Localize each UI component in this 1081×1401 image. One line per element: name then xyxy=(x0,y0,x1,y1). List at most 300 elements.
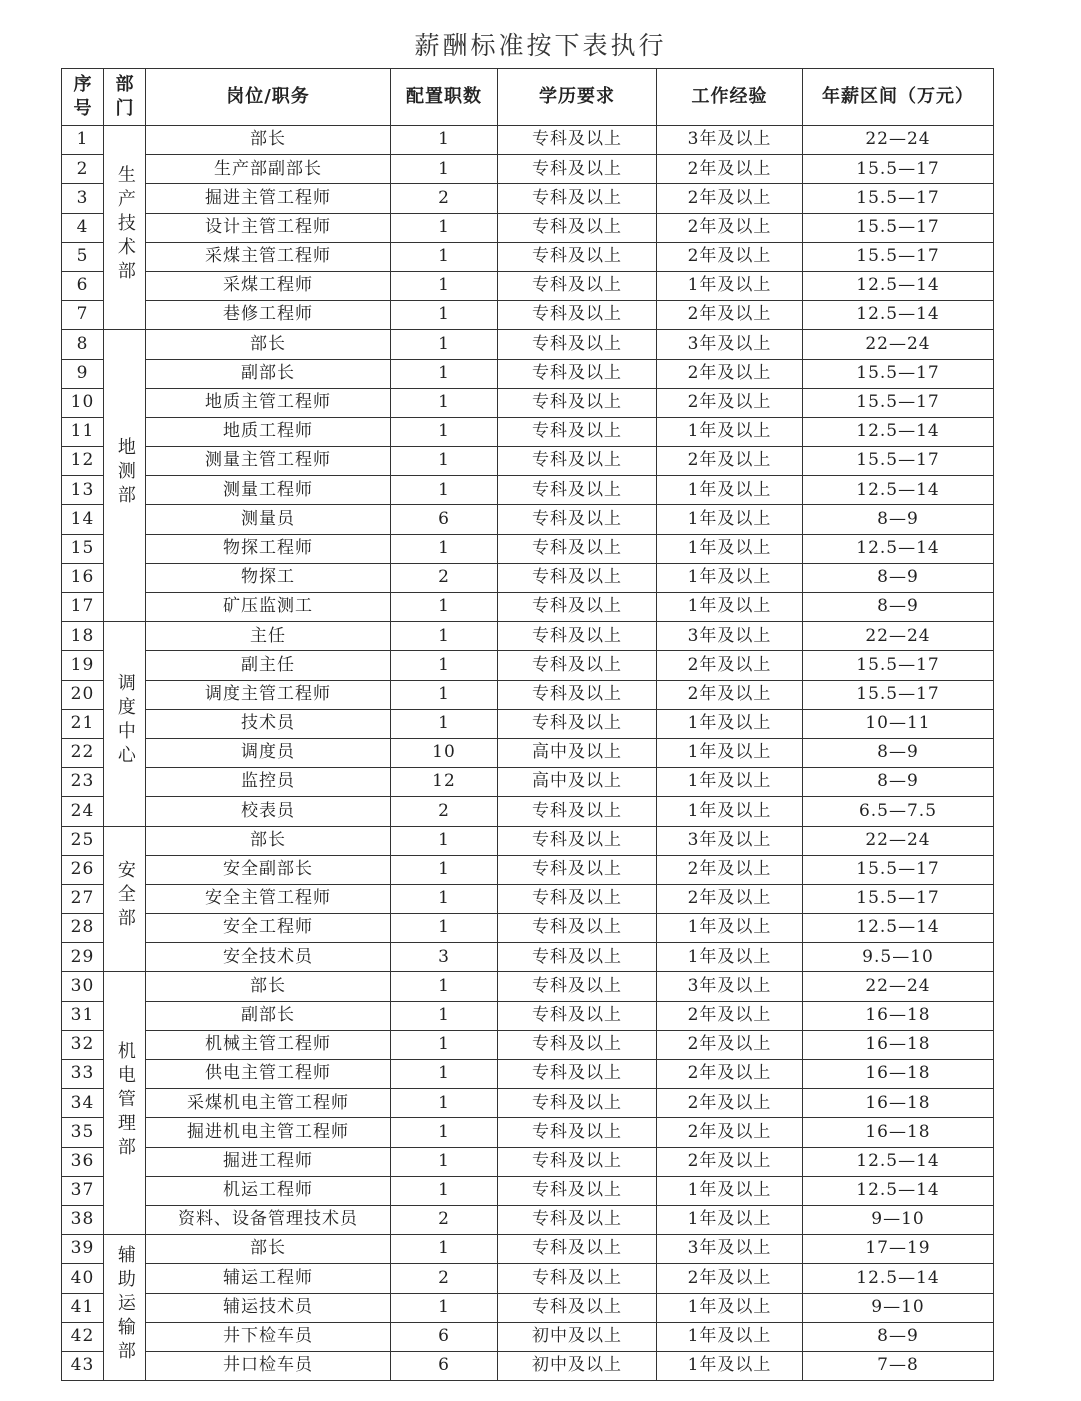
cell-experience: 2年及以上 xyxy=(657,1001,803,1030)
cell-position: 机运工程师 xyxy=(146,1176,391,1205)
cell-seq: 41 xyxy=(62,1293,104,1322)
department-name: 调度中心 xyxy=(114,673,136,770)
cell-count: 1 xyxy=(391,1060,498,1089)
cell-count: 1 xyxy=(391,709,498,738)
cell-salary: 22—24 xyxy=(803,126,994,155)
cell-count: 1 xyxy=(391,972,498,1001)
cell-experience: 1年及以上 xyxy=(657,534,803,563)
cell-seq: 3 xyxy=(62,184,104,213)
cell-position: 副部长 xyxy=(146,359,391,388)
cell-experience: 2年及以上 xyxy=(657,1030,803,1059)
cell-count: 1 xyxy=(391,1235,498,1264)
cell-experience: 2年及以上 xyxy=(657,242,803,271)
cell-count: 1 xyxy=(391,447,498,476)
cell-position: 副部长 xyxy=(146,1001,391,1030)
cell-education: 专科及以上 xyxy=(498,184,657,213)
cell-seq: 18 xyxy=(62,622,104,651)
cell-experience: 2年及以上 xyxy=(657,213,803,242)
table-row xyxy=(62,359,994,388)
cell-count: 1 xyxy=(391,1089,498,1118)
cell-position: 部长 xyxy=(146,330,391,359)
cell-position: 辅运技术员 xyxy=(146,1293,391,1322)
cell-education: 高中及以上 xyxy=(498,738,657,767)
cell-count: 1 xyxy=(391,826,498,855)
cell-seq: 1 xyxy=(62,126,104,155)
table-row xyxy=(62,1147,994,1176)
table-row xyxy=(62,972,994,1001)
cell-experience: 1年及以上 xyxy=(657,505,803,534)
cell-experience: 3年及以上 xyxy=(657,1235,803,1264)
table-row xyxy=(62,563,994,592)
page-title: 薪酬标准按下表执行 xyxy=(414,31,667,60)
cell-education: 专科及以上 xyxy=(498,242,657,271)
cell-seq: 8 xyxy=(62,330,104,359)
cell-seq: 15 xyxy=(62,534,104,563)
cell-experience: 2年及以上 xyxy=(657,1264,803,1293)
cell-salary: 10—11 xyxy=(803,709,994,738)
cell-seq: 14 xyxy=(62,505,104,534)
cell-position: 调度主管工程师 xyxy=(146,680,391,709)
header-count: 配置职数 xyxy=(391,69,498,126)
cell-experience: 1年及以上 xyxy=(657,271,803,300)
cell-salary: 8—9 xyxy=(803,768,994,797)
header-experience: 工作经验 xyxy=(657,69,803,126)
cell-count: 2 xyxy=(391,184,498,213)
cell-experience: 1年及以上 xyxy=(657,417,803,446)
cell-count: 1 xyxy=(391,242,498,271)
header-education: 学历要求 xyxy=(498,69,657,126)
cell-education: 专科及以上 xyxy=(498,1060,657,1089)
cell-position: 供电主管工程师 xyxy=(146,1060,391,1089)
cell-count: 1 xyxy=(391,1118,498,1147)
cell-salary: 8—9 xyxy=(803,593,994,622)
cell-salary: 15.5—17 xyxy=(803,184,994,213)
table-row xyxy=(62,768,994,797)
cell-experience: 3年及以上 xyxy=(657,330,803,359)
table-row xyxy=(62,884,994,913)
cell-position: 安全主管工程师 xyxy=(146,884,391,913)
table-row xyxy=(62,593,994,622)
cell-salary: 15.5—17 xyxy=(803,155,994,184)
cell-position: 采煤工程师 xyxy=(146,271,391,300)
cell-education: 专科及以上 xyxy=(498,680,657,709)
department-name: 安全部 xyxy=(114,860,136,933)
table-row xyxy=(62,242,994,271)
table-row xyxy=(62,126,994,155)
cell-seq: 33 xyxy=(62,1060,104,1089)
cell-experience: 2年及以上 xyxy=(657,884,803,913)
cell-salary: 15.5—17 xyxy=(803,388,994,417)
cell-position: 副主任 xyxy=(146,651,391,680)
cell-seq: 2 xyxy=(62,155,104,184)
cell-experience: 2年及以上 xyxy=(657,155,803,184)
cell-experience: 3年及以上 xyxy=(657,826,803,855)
cell-salary: 15.5—17 xyxy=(803,447,994,476)
cell-experience: 1年及以上 xyxy=(657,1351,803,1380)
header-dept xyxy=(104,69,146,126)
cell-seq: 34 xyxy=(62,1089,104,1118)
cell-position: 辅运工程师 xyxy=(146,1264,391,1293)
cell-position: 测量员 xyxy=(146,505,391,534)
table-row xyxy=(62,447,994,476)
cell-seq: 36 xyxy=(62,1147,104,1176)
cell-education: 专科及以上 xyxy=(498,709,657,738)
cell-count: 1 xyxy=(391,593,498,622)
cell-seq: 13 xyxy=(62,476,104,505)
table-row xyxy=(62,1001,994,1030)
table-row xyxy=(62,213,994,242)
cell-education: 初中及以上 xyxy=(498,1322,657,1351)
table-row xyxy=(62,1060,994,1089)
cell-count: 1 xyxy=(391,417,498,446)
cell-seq: 42 xyxy=(62,1322,104,1351)
cell-seq: 17 xyxy=(62,593,104,622)
cell-experience: 2年及以上 xyxy=(657,1089,803,1118)
cell-department xyxy=(104,622,146,826)
table-row xyxy=(62,797,994,826)
cell-experience: 1年及以上 xyxy=(657,797,803,826)
cell-seq: 28 xyxy=(62,914,104,943)
salary-table xyxy=(61,68,994,1381)
cell-salary: 17—19 xyxy=(803,1235,994,1264)
cell-experience: 2年及以上 xyxy=(657,388,803,417)
cell-salary: 15.5—17 xyxy=(803,884,994,913)
cell-count: 2 xyxy=(391,563,498,592)
cell-education: 初中及以上 xyxy=(498,1351,657,1380)
cell-experience: 1年及以上 xyxy=(657,738,803,767)
table-row xyxy=(62,651,994,680)
cell-department xyxy=(104,826,146,972)
cell-education: 专科及以上 xyxy=(498,447,657,476)
table-row xyxy=(62,1264,994,1293)
cell-position: 采煤主管工程师 xyxy=(146,242,391,271)
table-row xyxy=(62,1089,994,1118)
cell-count: 2 xyxy=(391,797,498,826)
cell-experience: 1年及以上 xyxy=(657,1205,803,1234)
cell-education: 专科及以上 xyxy=(498,1293,657,1322)
cell-seq: 43 xyxy=(62,1351,104,1380)
cell-seq: 19 xyxy=(62,651,104,680)
cell-count: 6 xyxy=(391,1351,498,1380)
cell-position: 校表员 xyxy=(146,797,391,826)
cell-education: 专科及以上 xyxy=(498,593,657,622)
cell-seq: 30 xyxy=(62,972,104,1001)
cell-count: 1 xyxy=(391,155,498,184)
cell-count: 1 xyxy=(391,301,498,330)
cell-seq: 25 xyxy=(62,826,104,855)
cell-experience: 3年及以上 xyxy=(657,126,803,155)
cell-salary: 15.5—17 xyxy=(803,855,994,884)
cell-education: 专科及以上 xyxy=(498,1205,657,1234)
cell-position: 测量工程师 xyxy=(146,476,391,505)
department-name: 地测部 xyxy=(114,436,136,509)
table-row xyxy=(62,1118,994,1147)
cell-count: 1 xyxy=(391,126,498,155)
cell-education: 专科及以上 xyxy=(498,972,657,1001)
cell-salary: 16—18 xyxy=(803,1118,994,1147)
cell-count: 1 xyxy=(391,914,498,943)
cell-salary: 15.5—17 xyxy=(803,242,994,271)
cell-salary: 16—18 xyxy=(803,1030,994,1059)
cell-count: 1 xyxy=(391,680,498,709)
table-row xyxy=(62,709,994,738)
cell-education: 专科及以上 xyxy=(498,797,657,826)
cell-experience: 3年及以上 xyxy=(657,622,803,651)
cell-seq: 26 xyxy=(62,855,104,884)
cell-experience: 2年及以上 xyxy=(657,1118,803,1147)
cell-seq: 27 xyxy=(62,884,104,913)
cell-salary: 12.5—14 xyxy=(803,1264,994,1293)
cell-education: 专科及以上 xyxy=(498,884,657,913)
cell-position: 部长 xyxy=(146,1235,391,1264)
cell-position: 井口检车员 xyxy=(146,1351,391,1380)
cell-position: 部长 xyxy=(146,972,391,1001)
cell-seq: 9 xyxy=(62,359,104,388)
cell-education: 专科及以上 xyxy=(498,943,657,972)
cell-seq: 40 xyxy=(62,1264,104,1293)
cell-experience: 1年及以上 xyxy=(657,709,803,738)
table-row xyxy=(62,622,994,651)
cell-position: 主任 xyxy=(146,622,391,651)
cell-salary: 8—9 xyxy=(803,1322,994,1351)
cell-count: 1 xyxy=(391,855,498,884)
cell-position: 监控员 xyxy=(146,768,391,797)
cell-salary: 9—10 xyxy=(803,1293,994,1322)
cell-seq: 22 xyxy=(62,738,104,767)
cell-education: 专科及以上 xyxy=(498,651,657,680)
cell-position: 测量主管工程师 xyxy=(146,447,391,476)
header-dept-label: 部门 xyxy=(115,73,135,119)
cell-experience: 2年及以上 xyxy=(657,855,803,884)
cell-salary: 9—10 xyxy=(803,1205,994,1234)
cell-count: 6 xyxy=(391,1322,498,1351)
department-name: 生产技术部 xyxy=(114,164,136,285)
cell-salary: 12.5—14 xyxy=(803,476,994,505)
cell-seq: 11 xyxy=(62,417,104,446)
cell-position: 矿压监测工 xyxy=(146,593,391,622)
cell-seq: 6 xyxy=(62,271,104,300)
table-row xyxy=(62,914,994,943)
cell-seq: 37 xyxy=(62,1176,104,1205)
cell-seq: 7 xyxy=(62,301,104,330)
cell-seq: 4 xyxy=(62,213,104,242)
cell-experience: 3年及以上 xyxy=(657,972,803,1001)
cell-position: 安全副部长 xyxy=(146,855,391,884)
cell-salary: 8—9 xyxy=(803,505,994,534)
department-name: 机电管理部 xyxy=(114,1040,136,1161)
table-row xyxy=(62,476,994,505)
cell-salary: 16—18 xyxy=(803,1001,994,1030)
cell-count: 10 xyxy=(391,738,498,767)
cell-seq: 39 xyxy=(62,1235,104,1264)
cell-education: 专科及以上 xyxy=(498,359,657,388)
cell-salary: 9.5—10 xyxy=(803,943,994,972)
cell-education: 专科及以上 xyxy=(498,213,657,242)
cell-seq: 31 xyxy=(62,1001,104,1030)
cell-count: 1 xyxy=(391,213,498,242)
cell-department xyxy=(104,1235,146,1381)
table-row xyxy=(62,1322,994,1351)
cell-count: 6 xyxy=(391,505,498,534)
cell-salary: 15.5—17 xyxy=(803,680,994,709)
cell-salary: 12.5—14 xyxy=(803,271,994,300)
cell-education: 专科及以上 xyxy=(498,1176,657,1205)
cell-experience: 2年及以上 xyxy=(657,301,803,330)
table-row xyxy=(62,680,994,709)
cell-education: 专科及以上 xyxy=(498,271,657,300)
cell-count: 1 xyxy=(391,884,498,913)
cell-salary: 12.5—14 xyxy=(803,914,994,943)
cell-experience: 1年及以上 xyxy=(657,593,803,622)
cell-education: 专科及以上 xyxy=(498,155,657,184)
cell-education: 专科及以上 xyxy=(498,505,657,534)
cell-education: 专科及以上 xyxy=(498,301,657,330)
cell-count: 1 xyxy=(391,622,498,651)
cell-salary: 15.5—17 xyxy=(803,359,994,388)
cell-salary: 12.5—14 xyxy=(803,1147,994,1176)
cell-position: 安全技术员 xyxy=(146,943,391,972)
header-seq-label: 序号 xyxy=(73,73,93,119)
cell-salary: 7—8 xyxy=(803,1351,994,1380)
cell-salary: 15.5—17 xyxy=(803,213,994,242)
cell-salary: 6.5—7.5 xyxy=(803,797,994,826)
cell-experience: 1年及以上 xyxy=(657,563,803,592)
cell-count: 1 xyxy=(391,388,498,417)
cell-salary: 12.5—14 xyxy=(803,417,994,446)
cell-count: 1 xyxy=(391,1147,498,1176)
cell-experience: 2年及以上 xyxy=(657,359,803,388)
cell-count: 1 xyxy=(391,651,498,680)
table-row xyxy=(62,184,994,213)
cell-position: 物探工程师 xyxy=(146,534,391,563)
cell-count: 1 xyxy=(391,1293,498,1322)
cell-count: 1 xyxy=(391,271,498,300)
cell-education: 专科及以上 xyxy=(498,1147,657,1176)
cell-experience: 1年及以上 xyxy=(657,943,803,972)
cell-experience: 1年及以上 xyxy=(657,1322,803,1351)
cell-salary: 8—9 xyxy=(803,563,994,592)
cell-salary: 12.5—14 xyxy=(803,1176,994,1205)
table-row xyxy=(62,1293,994,1322)
cell-seq: 24 xyxy=(62,797,104,826)
table-row xyxy=(62,1351,994,1380)
cell-position: 地质工程师 xyxy=(146,417,391,446)
cell-education: 专科及以上 xyxy=(498,563,657,592)
cell-salary: 16—18 xyxy=(803,1060,994,1089)
cell-position: 机械主管工程师 xyxy=(146,1030,391,1059)
cell-education: 专科及以上 xyxy=(498,388,657,417)
table-row xyxy=(62,826,994,855)
department-name: 辅助运输部 xyxy=(114,1244,136,1365)
table-row xyxy=(62,534,994,563)
cell-education: 专科及以上 xyxy=(498,476,657,505)
cell-education: 高中及以上 xyxy=(498,768,657,797)
cell-position: 掘进工程师 xyxy=(146,1147,391,1176)
cell-position: 掘进机电主管工程师 xyxy=(146,1118,391,1147)
cell-experience: 2年及以上 xyxy=(657,1147,803,1176)
cell-position: 采煤机电主管工程师 xyxy=(146,1089,391,1118)
table-row xyxy=(62,1235,994,1264)
cell-seq: 29 xyxy=(62,943,104,972)
cell-department xyxy=(104,330,146,622)
cell-department xyxy=(104,126,146,330)
cell-experience: 2年及以上 xyxy=(657,680,803,709)
cell-count: 1 xyxy=(391,1176,498,1205)
table-row xyxy=(62,1030,994,1059)
cell-count: 1 xyxy=(391,1001,498,1030)
cell-education: 专科及以上 xyxy=(498,826,657,855)
cell-position: 技术员 xyxy=(146,709,391,738)
cell-salary: 8—9 xyxy=(803,738,994,767)
cell-education: 专科及以上 xyxy=(498,330,657,359)
cell-seq: 23 xyxy=(62,768,104,797)
cell-salary: 12.5—14 xyxy=(803,301,994,330)
cell-experience: 1年及以上 xyxy=(657,476,803,505)
cell-count: 1 xyxy=(391,1030,498,1059)
cell-education: 专科及以上 xyxy=(498,1264,657,1293)
cell-seq: 32 xyxy=(62,1030,104,1059)
cell-seq: 20 xyxy=(62,680,104,709)
cell-salary: 22—24 xyxy=(803,622,994,651)
cell-experience: 1年及以上 xyxy=(657,1176,803,1205)
table-row xyxy=(62,155,994,184)
cell-position: 设计主管工程师 xyxy=(146,213,391,242)
table-row xyxy=(62,330,994,359)
cell-education: 专科及以上 xyxy=(498,1235,657,1264)
table-row xyxy=(62,738,994,767)
cell-education: 专科及以上 xyxy=(498,1089,657,1118)
cell-position: 资料、设备管理技术员 xyxy=(146,1205,391,1234)
cell-experience: 2年及以上 xyxy=(657,651,803,680)
cell-count: 3 xyxy=(391,943,498,972)
header-position: 岗位/职务 xyxy=(146,69,391,126)
cell-count: 1 xyxy=(391,476,498,505)
cell-seq: 35 xyxy=(62,1118,104,1147)
cell-education: 专科及以上 xyxy=(498,622,657,651)
cell-seq: 12 xyxy=(62,447,104,476)
cell-education: 专科及以上 xyxy=(498,1001,657,1030)
cell-position: 巷修工程师 xyxy=(146,301,391,330)
cell-position: 地质主管工程师 xyxy=(146,388,391,417)
table-row xyxy=(62,301,994,330)
cell-experience: 1年及以上 xyxy=(657,914,803,943)
header-seq xyxy=(62,69,104,126)
table-row xyxy=(62,505,994,534)
header-salary: 年薪区间（万元） xyxy=(803,69,994,126)
cell-experience: 2年及以上 xyxy=(657,1060,803,1089)
header-row xyxy=(62,69,994,126)
cell-count: 1 xyxy=(391,330,498,359)
cell-experience: 2年及以上 xyxy=(657,447,803,476)
cell-education: 专科及以上 xyxy=(498,855,657,884)
cell-experience: 1年及以上 xyxy=(657,1293,803,1322)
cell-salary: 15.5—17 xyxy=(803,651,994,680)
cell-count: 2 xyxy=(391,1264,498,1293)
cell-position: 井下检车员 xyxy=(146,1322,391,1351)
cell-seq: 10 xyxy=(62,388,104,417)
cell-education: 专科及以上 xyxy=(498,534,657,563)
table-row xyxy=(62,855,994,884)
cell-education: 专科及以上 xyxy=(498,1118,657,1147)
cell-salary: 16—18 xyxy=(803,1089,994,1118)
table-row xyxy=(62,1205,994,1234)
cell-salary: 22—24 xyxy=(803,972,994,1001)
cell-count: 12 xyxy=(391,768,498,797)
table-row xyxy=(62,943,994,972)
cell-experience: 2年及以上 xyxy=(657,184,803,213)
cell-seq: 21 xyxy=(62,709,104,738)
cell-position: 调度员 xyxy=(146,738,391,767)
